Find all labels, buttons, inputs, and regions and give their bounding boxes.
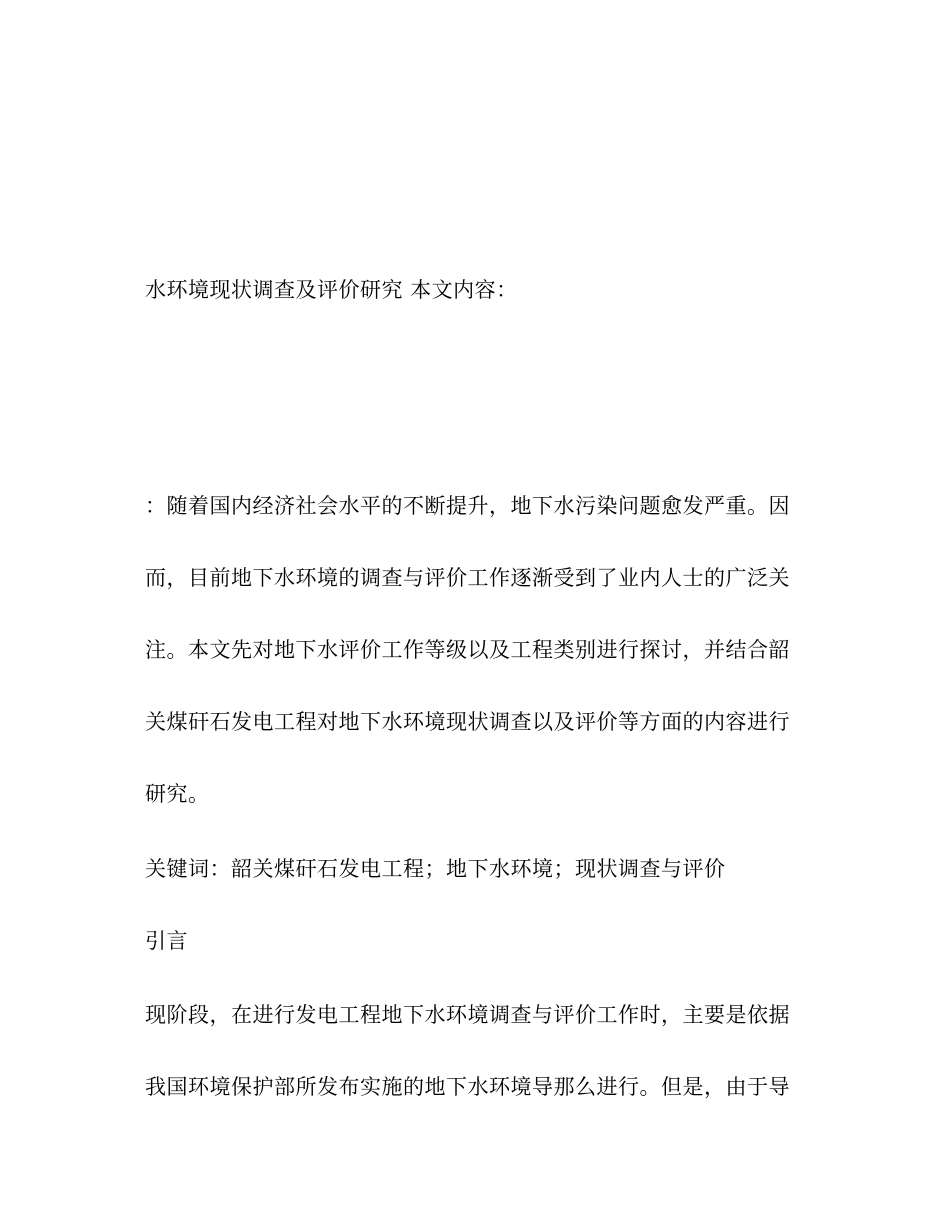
abstract-line: 注。本文先对地下水评价工作等级以及工程类别进行探讨，并结合韶 <box>145 638 790 662</box>
abstract-line: 研究。 <box>145 782 210 806</box>
keywords-line: 关键词：韶关煤矸石发电工程；地下水环境；现状调查与评价 <box>145 857 726 881</box>
abstract-line: 而，目前地下水环境的调查与评价工作逐渐受到了业内人士的广泛关 <box>145 566 790 590</box>
section-heading: 引言 <box>145 929 188 953</box>
abstract-line: ：随着国内经济社会水平的不断提升，地下水污染问题愈发严重。因 <box>145 494 790 518</box>
body-line: 我国环境保护部所发布实施的地下水环境导那么进行。但是，由于导 <box>145 1075 790 1099</box>
body-line: 现阶段，在进行发电工程地下水环境调查与评价工作时，主要是依据 <box>145 1003 790 1027</box>
abstract-line: 关煤矸石发电工程对地下水环境现状调查以及评价等方面的内容进行 <box>145 710 790 734</box>
document-title-line: 水环境现状调查及评价研究 本文内容： <box>145 278 518 302</box>
